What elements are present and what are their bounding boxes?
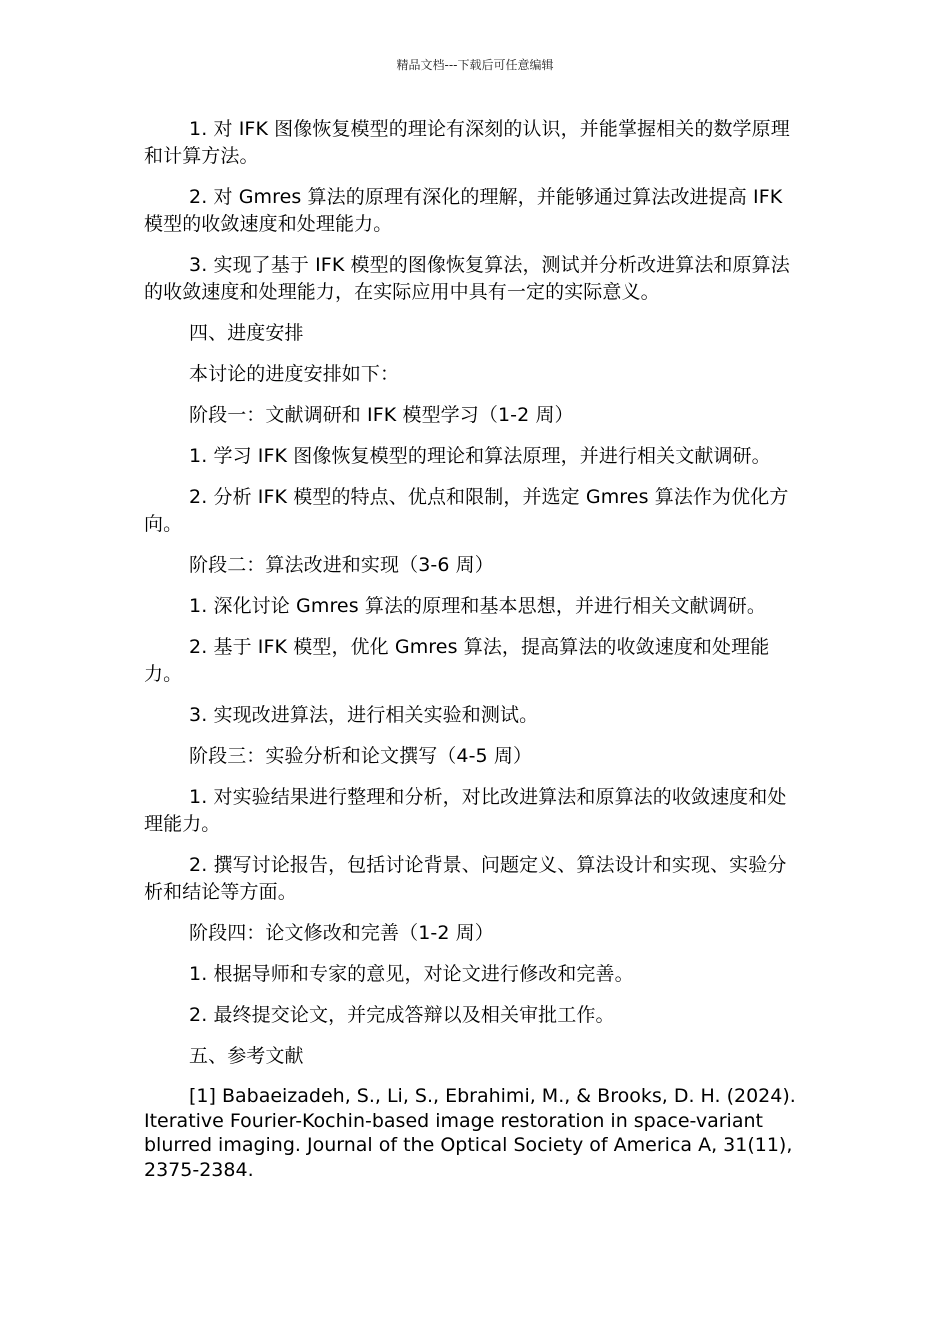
stage-2-item-1: 1. 深化讨论 Gmres 算法的原理和基本思想，并进行相关文献调研。 [189, 595, 766, 617]
paragraph-outcome-1: 1. 对 IFK 图像恢复模型的理论有深刻的认识，并能掌握相关的数学原理和计算方法。 [144, 118, 790, 167]
section-heading-schedule: 四、进度安排 [189, 322, 304, 344]
paragraph-outcome-2: 2. 对 Gmres 算法的原理有深化的理解，并能够通过算法改进提高 IFK 模型的收敛速度和处理能力。 [144, 186, 783, 235]
reference-item-1: [1] Babaeizadeh, S., Li, S., Ebrahimi, M., & Brooks, D. H. (2024). Iterative Fourier-Kochin-based image restoration in space-variant blurred imaging. Journal of the Optical Society of America A, 31(11), 2375-2384. [144, 1085, 796, 1181]
page-header: 精品文档---下载后可任意编辑 [396, 58, 554, 72]
paragraph-schedule-intro: 本讨论的进度安排如下： [189, 363, 400, 385]
stage-2-item-3: 3. 实现改进算法，进行相关实验和测试。 [189, 704, 539, 726]
stage-3-item-2: 2. 撰写讨论报告，包括讨论背景、问题定义、算法设计和实现、实验分析和结论等方面。 [144, 854, 787, 903]
paragraph-outcome-3: 3. 实现了基于 IFK 模型的图像恢复算法，测试并分析改进算法和原算法的收敛速度和处理能力，在实际应用中具有一定的实际意义。 [144, 254, 790, 303]
stage-1-heading: 阶段一：文献调研和 IFK 模型学习（1-2 周） [189, 404, 574, 426]
stage-4-item-2: 2. 最终提交论文，并完成答辩以及相关审批工作。 [189, 1004, 615, 1026]
stage-2-item-2: 2. 基于 IFK 模型，优化 Gmres 算法，提高算法的收敛速度和处理能力。 [144, 636, 770, 685]
stage-4-item-1: 1. 根据导师和专家的意见，对论文进行修改和完善。 [189, 963, 634, 985]
stage-1-item-2: 2. 分析 IFK 模型的特点、优点和限制，并选定 Gmres 算法作为优化方向。 [144, 486, 789, 535]
stage-2-heading: 阶段二：算法改进和实现（3-6 周） [189, 554, 494, 576]
stage-4-heading: 阶段四：论文修改和完善（1-2 周） [189, 922, 494, 944]
stage-3-heading: 阶段三：实验分析和论文撰写（4-5 周） [189, 745, 533, 767]
document-body [144, 116, 804, 1182]
section-heading-references: 五、参考文献 [189, 1045, 304, 1067]
stage-1-item-1: 1. 学习 IFK 图像恢复模型的理论和算法原理，并进行相关文献调研。 [189, 445, 771, 467]
stage-3-item-1: 1. 对实验结果进行整理和分析，对比改进算法和原算法的收敛速度和处理能力。 [144, 786, 787, 835]
